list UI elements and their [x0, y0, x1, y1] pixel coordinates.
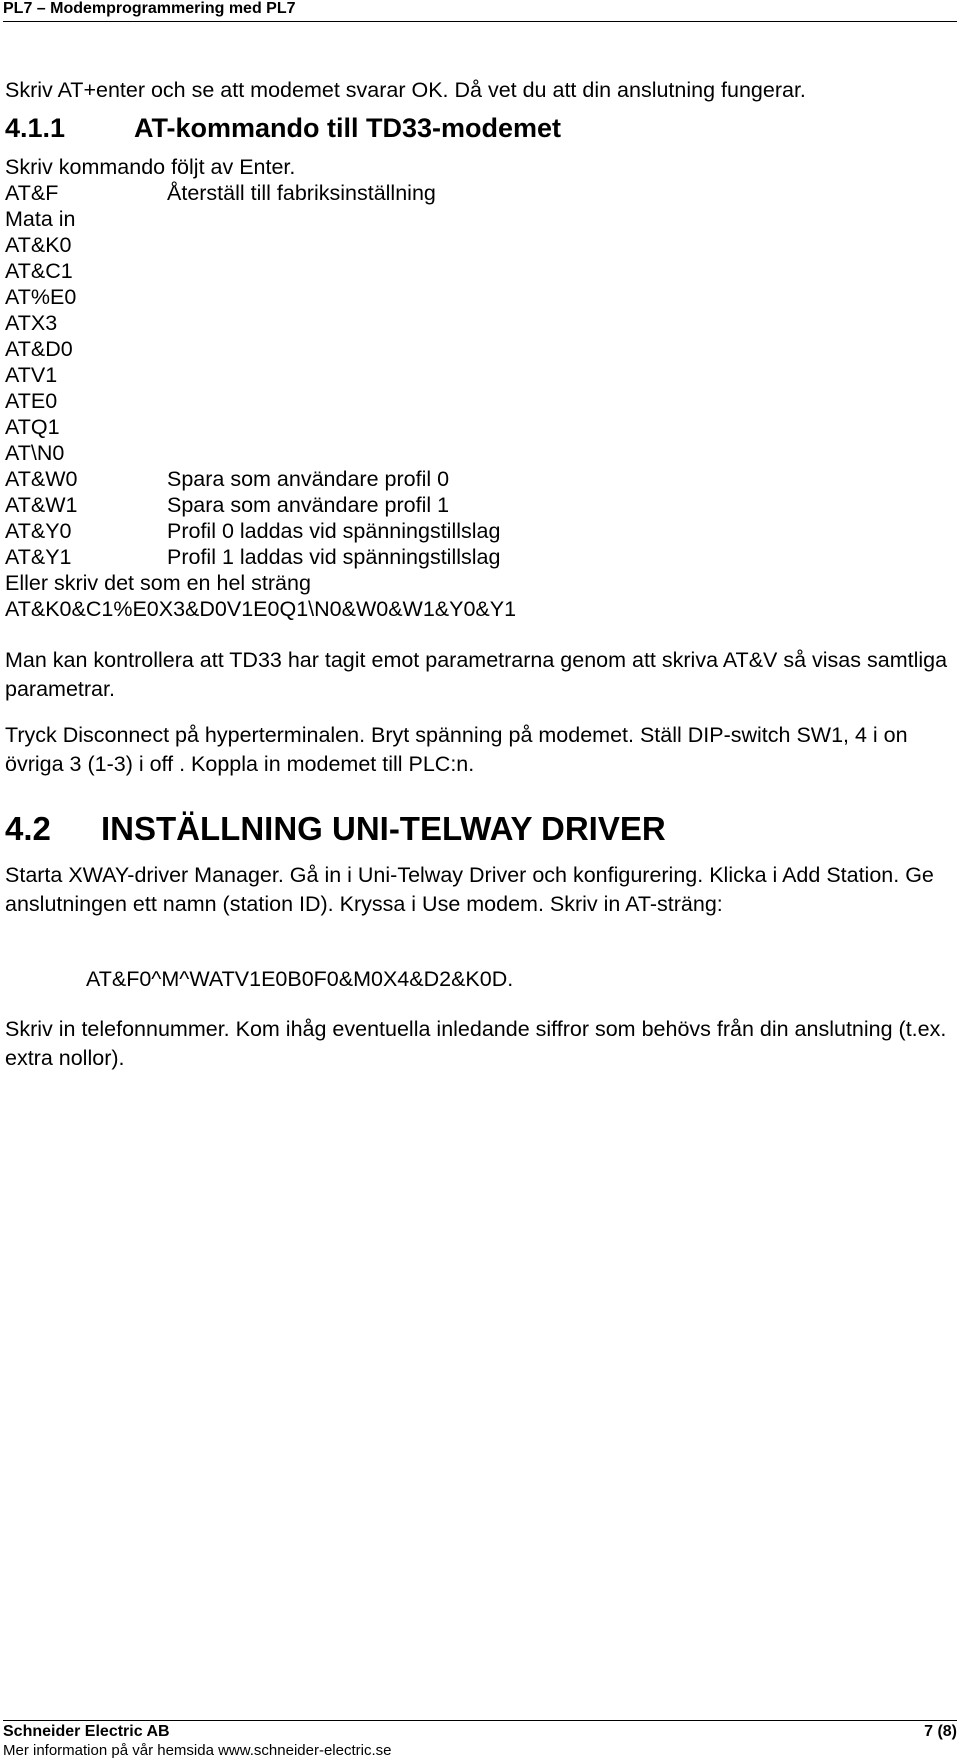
section-number: 4.2: [5, 810, 51, 847]
command-row: [5, 467, 449, 493]
section-title: INSTÄLLNING UNI-TELWAY DRIVER: [101, 810, 666, 847]
command-instruction: Skriv kommando följt av Enter.: [5, 155, 296, 179]
command-row: [5, 311, 167, 337]
command-code: ATE0: [5, 389, 58, 413]
command-code: AT&K0: [5, 233, 72, 257]
command-row: [5, 207, 167, 233]
full-command-string: AT&K0&C1%E0X3&D0V1E0Q1\N0&W0&W1&Y0&Y1: [5, 597, 517, 621]
command-description: Återställ till fabriksinställning: [167, 181, 436, 205]
command-row: [5, 233, 167, 259]
page-header-title: PL7 – Modemprogrammering med PL7: [3, 0, 296, 17]
section-4-1-1-heading: [5, 113, 561, 144]
command-row: [5, 493, 449, 519]
section-number: 4.1.1: [5, 113, 66, 143]
command-code: AT&W1: [5, 493, 78, 517]
at-string: AT&F0^M^WATV1E0B0F0&M0X4&D2&K0D.: [86, 967, 514, 991]
page-number: 7 (8): [924, 1723, 957, 1740]
disconnect-instructions: Tryck Disconnect på hyperterminalen. Bryt spänning på modemet. Ställ DIP-switch SW1, 4 i on övriga 3 (1-3) i off . Koppla in modemet till PLC:n.: [5, 723, 908, 776]
command-code: AT&W0: [5, 467, 78, 491]
command-row: [5, 337, 167, 363]
command-row: [5, 363, 167, 389]
command-row: [5, 415, 167, 441]
command-row: [5, 259, 167, 285]
command-row: [5, 545, 500, 571]
command-description: Profil 1 laddas vid spänningstillslag: [167, 545, 501, 569]
driver-setup-text: Starta XWAY-driver Manager. Gå in i Uni-Telway Driver och konfigurering. Klicka i Add Station. Ge anslutningen ett namn (station ID). Kryssa i Use modem. Skriv in AT-sträng:: [5, 863, 934, 916]
footer-divider: [3, 1720, 957, 1721]
footer-info: Mer information på vår hemsida www.schneider-electric.se: [3, 1742, 392, 1759]
section-title: AT-kommando till TD33-modemet: [134, 113, 562, 143]
string-label: Eller skriv det som en hel sträng: [5, 571, 311, 595]
phone-number-text: Skriv in telefonnummer. Kom ihåg eventuella inledande siffror som behövs från din anslutning (t.ex. extra nollor).: [5, 1017, 947, 1070]
command-code: AT&Y1: [5, 545, 72, 569]
command-code: AT%E0: [5, 285, 77, 309]
footer-company: Schneider Electric AB: [3, 1723, 170, 1740]
command-code: ATV1: [5, 363, 58, 387]
command-row: [5, 389, 167, 415]
command-code: ATX3: [5, 311, 58, 335]
command-description: Profil 0 laddas vid spänningstillslag: [167, 519, 501, 543]
command-row: [5, 519, 500, 545]
command-code: AT&Y0: [5, 519, 72, 543]
command-code: AT\N0: [5, 441, 65, 465]
command-row: [5, 441, 167, 467]
intro-text: Skriv AT+enter och se att modemet svarar OK. Då vet du att din anslutning fungerar.: [5, 78, 806, 102]
command-description: Spara som användare profil 1: [167, 493, 450, 517]
command-code: AT&F: [5, 181, 59, 205]
command-code: ATQ1: [5, 415, 60, 439]
command-code: AT&C1: [5, 259, 73, 283]
command-code: Mata in: [5, 207, 76, 231]
command-row: [5, 181, 436, 207]
section-4-2-heading: [5, 810, 666, 848]
command-row: [5, 285, 167, 311]
check-parameters-text: Man kan kontrollera att TD33 har tagit emot parametrarna genom att skriva AT&V så visas samtliga parametrar.: [5, 648, 948, 701]
command-description: Spara som användare profil 0: [167, 467, 450, 491]
command-code: AT&D0: [5, 337, 73, 361]
header-divider: [3, 21, 957, 22]
